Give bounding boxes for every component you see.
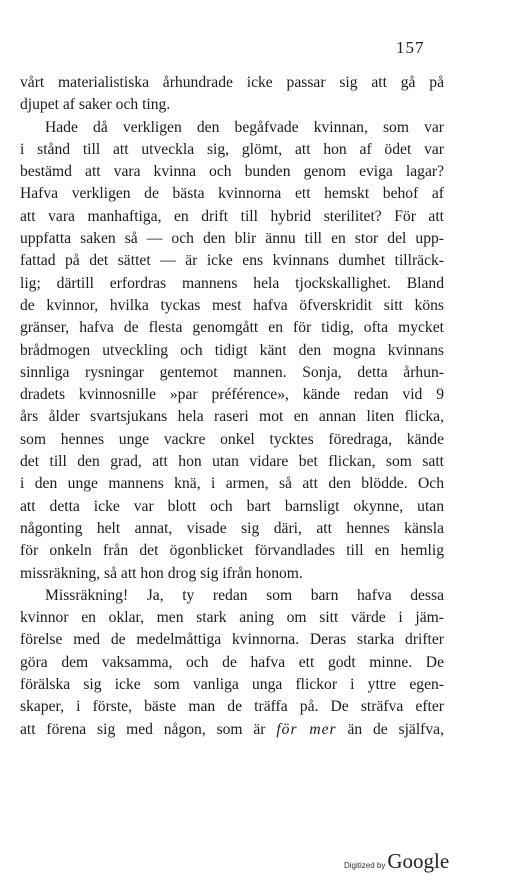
text-line [20,719,444,741]
body-text [20,72,444,741]
text-line: att vara manhaftiga, en drift till hybrid sterilitet? För att [20,207,444,225]
page-number: 157 [396,38,425,57]
text-line: i stånd till att utveckla sig, glömt, att hon af ödet var [20,140,444,158]
text-line: det till den grad, att hon utan vidare bet flickan, som satt [20,453,444,471]
text-line: för onkeln från det ögonblicket förvandlades till en hemlig [20,542,444,560]
emphasized-text: för mer [276,720,337,738]
text-line: göra dem vaksamma, och de hafva ett godt minne. De [20,653,444,671]
digitized-by-watermark [344,849,449,874]
text-line: förelse med de medelmåttiga kvinnorna. Deras starka drifter [20,631,444,649]
watermark-logo: Google [387,849,450,873]
text-line: Hade då verkligen den begåfvade kvinnan, som var [45,118,444,136]
text-line: någonting helt annat, visade sig däri, att hennes känsla [20,519,444,537]
text-line: Hafva verkligen de bästa kvinnorna ett hemskt behof af [20,185,444,203]
text-line: brådmogen utveckling och tidigt känt den mogna kvinnans [20,341,444,359]
text-line: dradets kvinnosnille »par préférence», kände redan vid 9 [20,386,444,404]
text-segment: än de själfva, [347,720,444,738]
text-segment: att förena sig med någon, som är [20,720,266,738]
text-line: lig; därtill erfordras mannens hela tjockskallighet. Bland [20,274,444,292]
text-line: sinnliga rysningar gentemot mannen. Sonja, detta århun- [20,363,444,381]
text-line: missräkning, så att hon drog sig ifrån honom. [20,564,303,582]
text-line: uppfatta saken så — och den blir ännu till en stor del upp- [20,230,444,248]
text-line: års ålder svartsjukans hela raseri mot en annan liten flicka, [20,408,444,426]
watermark-prefix: Digitized by [344,861,386,870]
text-line: skaper, i förste, bäste man de träffa på. De sträfva efter [20,698,444,716]
text-line: de kvinnor, hvilka tyckas mest hafva öfverskridit sitt köns [20,296,444,314]
text-line: Missräkning! Ja, ty redan som barn hafva dessa [45,586,444,604]
text-line: kvinnor en oklar, men stark aning om sitt värde i jäm- [20,609,444,627]
text-line: gränser, hafva de flesta genomgått en för tidig, ofta mycket [20,319,444,337]
text-line: förälska sig icke som vanliga unga flickor i yttre egen- [20,676,444,694]
text-line: bestämd att vara kvinna och bunden genom eviga lagar? [20,163,444,181]
text-line: djupet af saker och ting. [20,96,171,114]
text-line: som hennes unge vackre onkel tycktes föredraga, kände [20,430,444,448]
text-line: vårt materialistiska århundrade icke passar sig att gå på [20,74,444,91]
text-line: fattad på det sättet — är icke ens kvinnans dumhet tillräck- [20,252,444,270]
text-line: i den unge mannens knä, i armen, så att den blödde. Och [20,475,444,493]
text-line: att detta icke var blott och bart barnsligt okynne, utan [20,497,444,515]
